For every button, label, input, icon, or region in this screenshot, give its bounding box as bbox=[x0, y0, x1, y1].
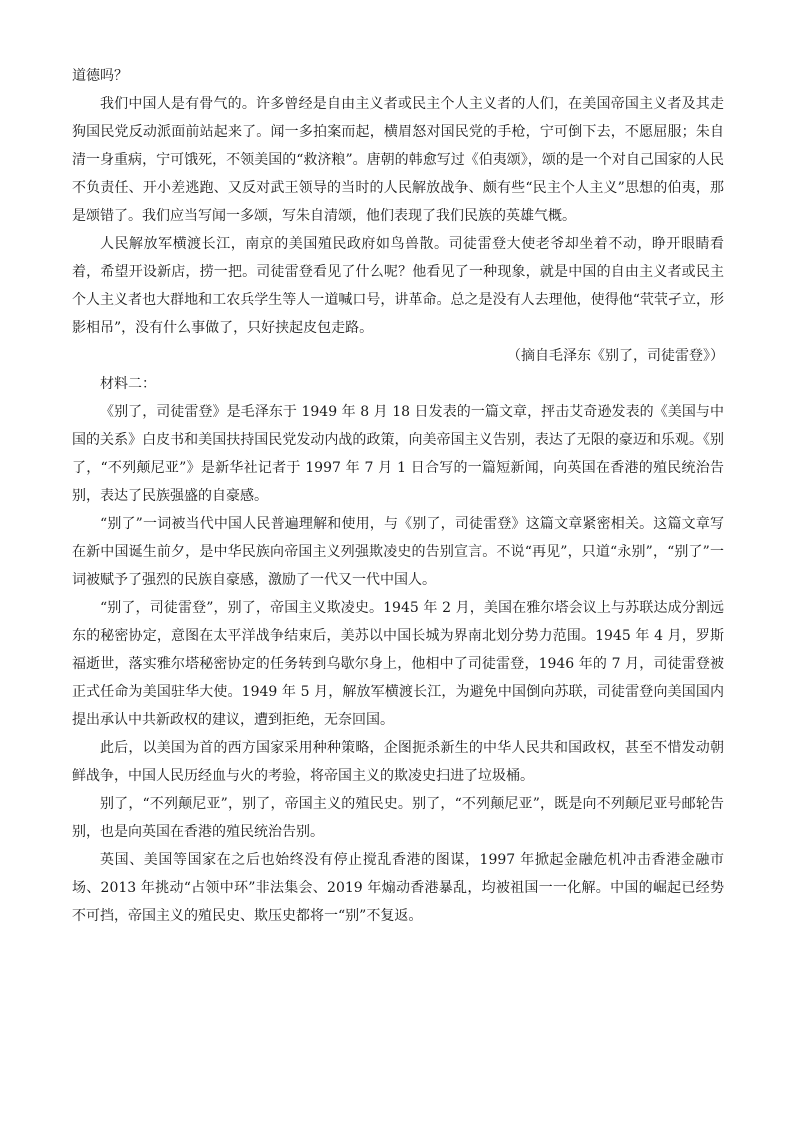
section-heading: 材料二： bbox=[100, 376, 156, 392]
body-paragraph: 《别了，司徒雷登》是毛泽东于 1949 年 8 月 18 日发表的一篇文章，抨击艾奇逊发表的《美国与中国的关系》白皮书和美国扶持国民党发动内战的政策，向美帝国主义告别，表达了无限的豪迈和乐观。《别了，“不列颠尼亚”》是新华社记者于 1997 年 7 月 1 日合写的一篇短新闻，向英国在香港的殖民统治告别，表达了民族强盛的自豪感。 bbox=[72, 404, 724, 504]
body-paragraph: 我们中国人是有骨气的。许多曾经是自由主义者或民主个人主义者的人们，在美国帝国主义者及其走狗国民党反动派面前站起来了。闻一多拍案而起，横眉怒对国民党的手枪，宁可倒下去，不愿屈服；朱自清一身重病，宁可饿死，不领美国的“救济粮”。唐朝的韩愈写过《伯夷颂》，颂的是一个对自己国家的人民不负责任、开小差逃跑、又反对武王领导的当时的人民解放战争、颇有些“民主个人主义”思想的伯夷，那是颂错了。我们应当写闻一多颂，写朱自清颂，他们表现了我们民族的英雄气概。 bbox=[72, 96, 724, 224]
body-paragraph: 英国、美国等国家在之后也始终没有停止搅乱香港的图谋，1997 年掀起金融危机冲击香港金融市场、2013 年挑动“占领中环”非法集会、2019 年煽动香港暴乱，均被祖国一一化解。中国的崛起已经势不可挡，帝国主义的殖民史、欺压史都将一“别”不复返。 bbox=[72, 852, 724, 924]
paragraph-continuation: 道德吗？ bbox=[72, 68, 128, 84]
body-paragraph: 别了，“不列颠尼亚”，别了，帝国主义的殖民史。别了，“不列颠尼亚”，既是向不列颠尼亚号邮轮告别，也是向英国在香港的殖民统治告别。 bbox=[72, 796, 724, 840]
body-paragraph: “别了”一词被当代中国人民普遍理解和使用，与《别了，司徒雷登》这篇文章紧密相关。这篇文章写在新中国诞生前夕，是中华民族向帝国主义列强欺凌史的告别宣言。不说“再见”，只道“永别”，“别了”一词被赋予了强烈的民族自豪感，激励了一代又一代中国人。 bbox=[72, 516, 724, 588]
body-paragraph: “别了，司徒雷登”，别了，帝国主义欺凌史。1945 年 2 月，美国在雅尔塔会议上与苏联达成分割远东的秘密协定，意图在太平洋战争结束后，美苏以中国长城为界南北划分势力范围。1945 年 4 月，罗斯福逝世，落实雅尔塔秘密协定的任务转到乌歇尔身上，他相中了司徒雷登，1946 年的 7 月，司徒雷登被正式任命为美国驻华大使。1949 年 5 月，解放军横渡长江，为避免中国倒向苏联，司徒雷登向美国国内提出承认中共新政权的建议，遭到拒绝，无奈回国。 bbox=[72, 600, 724, 728]
document-page bbox=[72, 62, 724, 930]
source-citation: （摘自毛泽东《别了，司徒雷登》） bbox=[507, 348, 724, 364]
body-paragraph: 此后，以美国为首的西方国家采用种种策略，企图扼杀新生的中华人民共和国政权，甚至不惜发动朝鲜战争，中国人民历经血与火的考验，将帝国主义的欺凌史扫进了垃圾桶。 bbox=[72, 740, 724, 784]
body-paragraph: 人民解放军横渡长江，南京的美国殖民政府如鸟兽散。司徒雷登大使老爷却坐着不动，睁开眼睛看着，希望开设新店，捞一把。司徒雷登看见了什么呢？他看见了一种现象，就是中国的自由主义者或民主个人主义者也大群地和工农兵学生等人一道喊口号，讲革命。总之是没有人去理他，使得他“茕茕孑立，形影相吊”，没有什么事做了，只好挟起皮包走路。 bbox=[72, 236, 724, 336]
